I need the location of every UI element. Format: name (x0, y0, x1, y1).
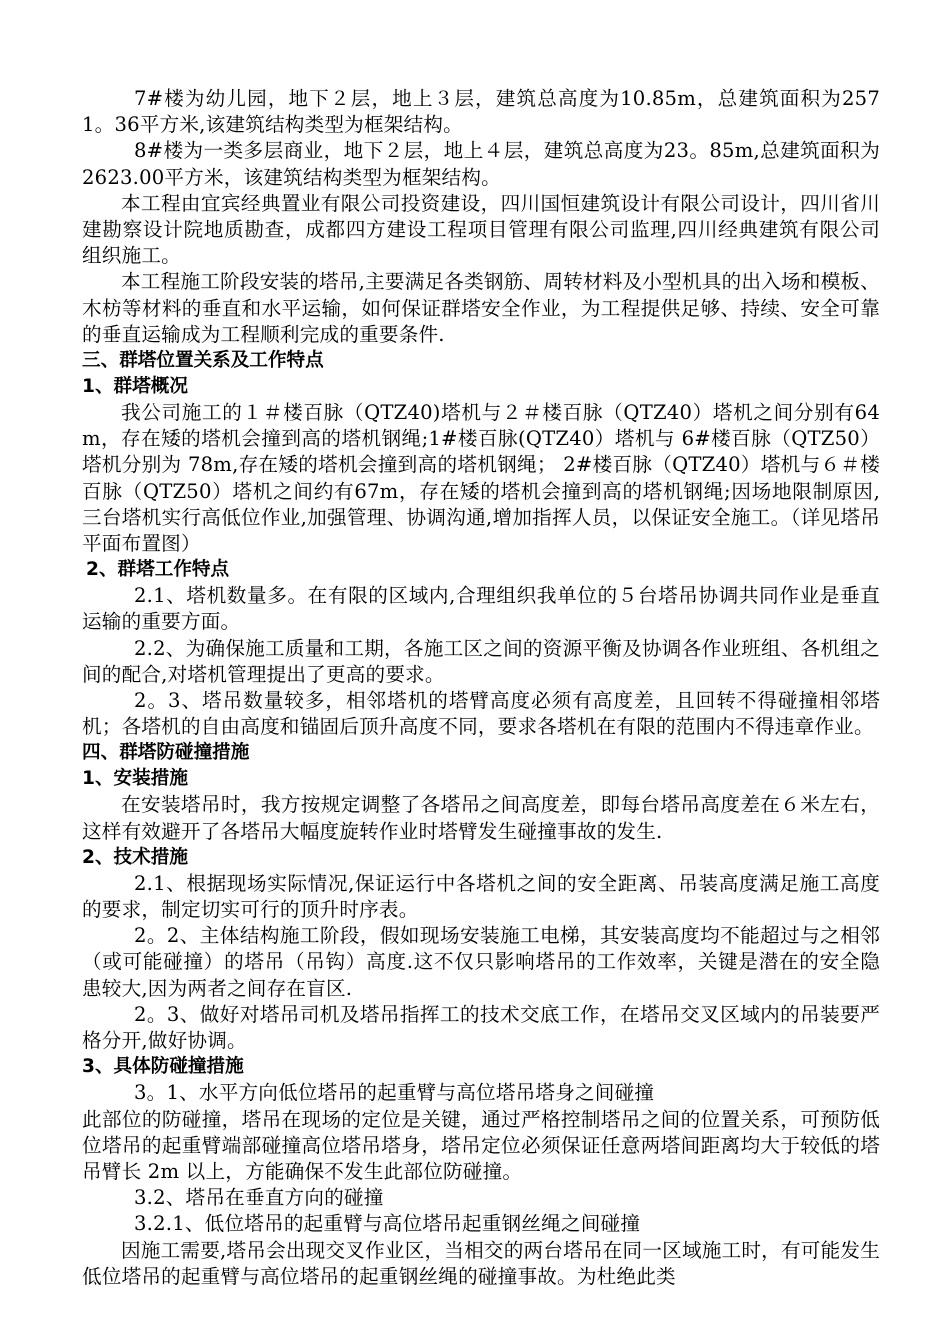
paragraph-tech-2-1: 2.1、根据现场实际情况,保证运行中各塔机之间的安全距离、吊装高度满足施工高度的要求，制定切实可行的顶升时序表。 (82, 871, 880, 922)
paragraph-3-2-1-body: 因施工需要,塔吊会出现交叉作业区，当相交的两台塔吊在同一区域施工时，有可能发生低位塔吊的起重臂与高位塔吊的起重钢丝绳的碰撞事故。为杜绝此类 (82, 1238, 880, 1288)
subheading-installation-measures: 1、安装措施 (82, 768, 188, 790)
subheading-specific-measures: 3、具体防碰撞措施 (82, 1056, 244, 1078)
paragraph-tower-crane-purpose: 本工程施工阶段安装的塔吊,主要满足各类钢筋、周转材料及小型机具的出入场和模板、木枋等材料的垂直和水平运输，如何保证群塔安全作业，为工程提供足够、持续、安全可靠的垂直运输成为工程顺利完成的重要条件. (82, 270, 880, 346)
subheading-group-overview: 1、群塔概况 (82, 376, 188, 398)
section-heading-3: 三、群塔位置关系及工作特点 (82, 350, 324, 372)
paragraph-3-1-title: 3。1、水平方向低位塔吊的起重臂与高位塔吊塔身之间碰撞 (134, 1081, 655, 1105)
paragraph-tech-2-2: 2。2、主体结构施工阶段，假如现场安装施工电梯，其安装高度均不能超过与之相邻（或可能碰撞）的塔吊（吊钩）高度.这不仅只影响塔吊的工作效率，关键是潜在的安全隐患较大,因为两者之间存在盲区. (82, 924, 880, 1000)
paragraph-building-7: 7#楼为幼儿园，地下２层，地上３层，建筑总高度为10.85m，总建筑面积为2571。36平方米,该建筑结构类型为框架结构。 (82, 87, 880, 137)
paragraph-2-1: 2.1、塔机数量多。在有限的区域内,合理组织我单位的５台塔吊协调共同作业是垂直运输的重要方面。 (82, 584, 880, 634)
section-heading-4: 四、群塔防碰撞措施 (82, 742, 250, 764)
paragraph-building-8: 8#楼为一类多层商业，地下２层，地上４层，建筑总高度为23。85m,总建筑面积为2623.00平方米，该建筑结构类型为框架结构。 (82, 139, 880, 189)
paragraph-tech-2-3: 2。3、做好对塔吊司机及塔吊指挥工的技术交底工作，在塔吊交叉区域内的吊装要严格分开,做好协调。 (82, 1002, 880, 1053)
paragraph-3-1-body: 此部位的防碰撞，塔吊在现场的定位是关键，通过严格控制塔吊之间的位置关系，可预防低位塔吊的起重臂端部碰撞高位塔吊塔身，塔吊定位必须保证任意两塔间距离均大于较低的塔吊臂长 2m 以上，方能确保不发生此部位防碰撞。 (82, 1107, 880, 1183)
subheading-group-characteristics: 2、群塔工作特点 (86, 559, 230, 581)
paragraph-group-overview: 我公司施工的１＃楼百脉（QTZ40)塔机与２＃楼百脉（QTZ40）塔机之间分别有64m，存在矮的塔机会撞到高的塔机钢绳;1#楼百脉(QTZ40）塔机与 6#楼百脉（QTZ50）塔机分别为 78m,存在矮的塔机会撞到高的塔机钢绳； 2#楼百脉（QTZ40）塔机与６＃楼百脉（QTZ50）塔机之间约有67m，存在矮的塔机会撞到高的塔机钢绳;因场地限制原因,三台塔机实行高低位作业,加强管理、协调沟通,增加指挥人员，以保证安全施工。（详见塔吊平面布置图） (82, 401, 880, 556)
subheading-technical-measures: 2、技术措施 (82, 846, 188, 868)
paragraph-project-parties: 本工程由宜宾经典置业有限公司投资建设，四川国恒建筑设计有限公司设计，四川省川建勘察设计院地质勘查，成都四方建设工程项目管理有限公司监理,四川经典建筑有限公司组织施工。 (82, 191, 880, 268)
paragraph-installation: 在安装塔吊时，我方按规定调整了各塔吊之间高度差，即每台塔吊高度差在６米左右，这样有效避开了各塔吊大幅度旋转作业时塔臂发生碰撞事故的发生. (82, 793, 880, 843)
paragraph-2-3: 2。3、塔吊数量较多，相邻塔机的塔臂高度必须有高度差，且回转不得碰撞相邻塔机；各塔机的自由高度和锚固后顶升高度不同，要求各塔机在有限的范围内不得违章作业。 (82, 689, 880, 739)
paragraph-3-2-1-title: 3.2.1、低位塔吊的起重臂与高位塔吊起重钢丝绳之间碰撞 (134, 1212, 641, 1236)
paragraph-3-2-title: 3.2、塔吊在垂直方向的碰撞 (134, 1186, 384, 1210)
paragraph-2-2: 2.2、为确保施工质量和工期，各施工区之间的资源平衡及协调各作业班组、各机组之间的配合,对塔机管理提出了更高的要求。 (82, 636, 880, 686)
